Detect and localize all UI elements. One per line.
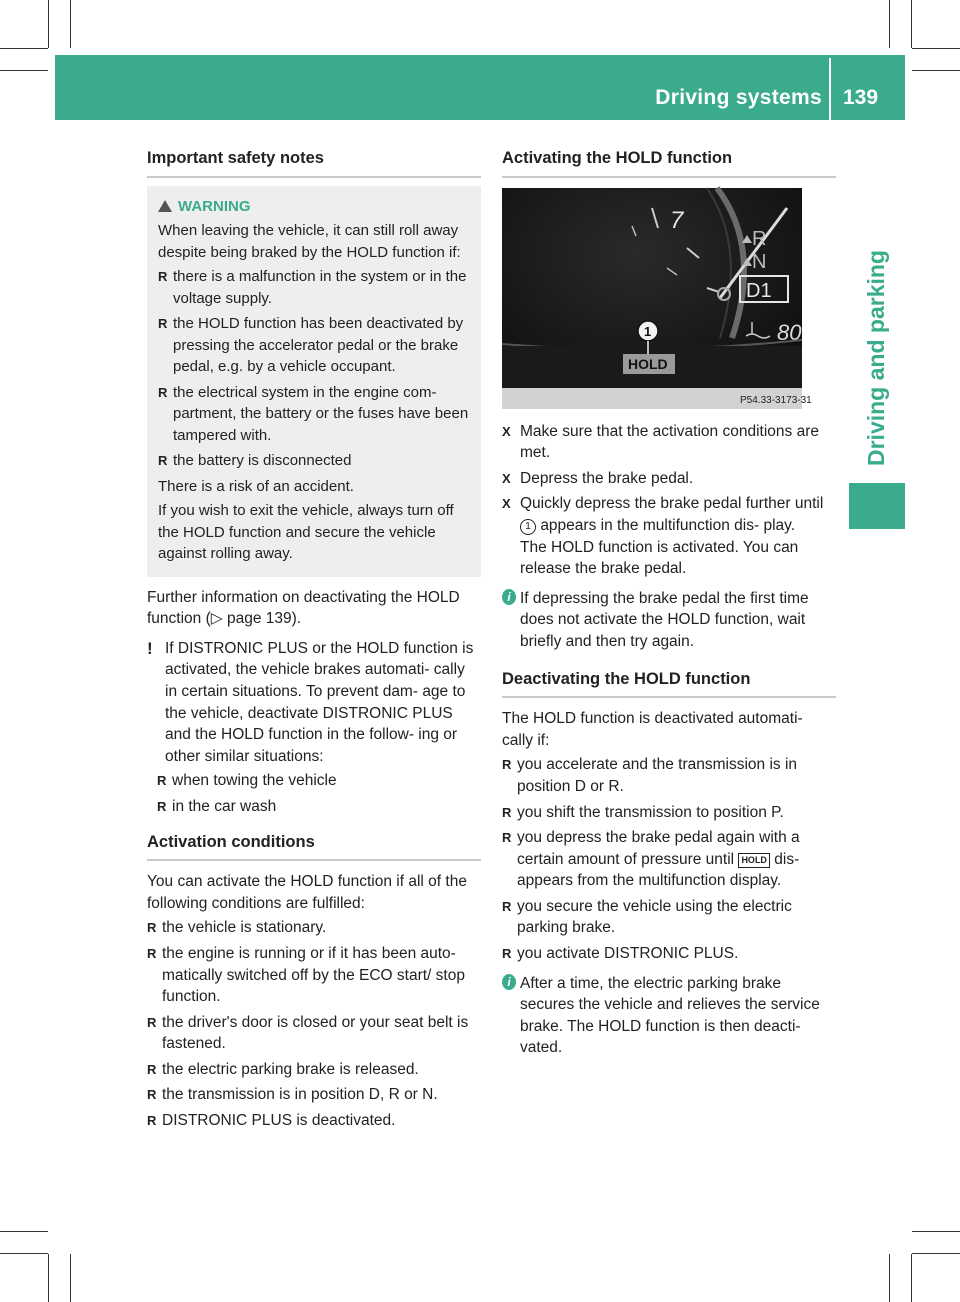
list-item: R you secure the vehicle using the electric parking brake. [502,896,836,939]
right-column [502,148,836,1059]
warning-triangle-icon [158,200,172,212]
list-item: R the electric parking brake is released. [147,1059,481,1081]
side-tab [849,250,905,470]
list-item: R the engine is running or if it has been auto- matically switched off by the ECO start/ stop function. [147,943,481,1008]
callout-number: 1 [644,323,652,339]
page-number: 139 [843,86,879,109]
gear-n: N [752,250,767,273]
left-column [147,148,481,1136]
section-title: Driving systems [655,86,822,109]
list-item: R the vehicle is stationary. [147,917,481,939]
list-item: R the driver's door is closed or your seat belt is fastened. [147,1012,481,1055]
list-item: R you accelerate and the transmission is in position D or R. [502,754,836,797]
deact-item3-b: dis- appears from the multifunction display. [517,850,800,890]
crop-mark [0,48,48,49]
warning-intro: When leaving the vehicle, it can still roll away despite being braked by the HOLD function if: [158,222,461,261]
caution-note [147,638,481,768]
crop-mark [912,70,960,71]
caution-icon: ! [147,638,153,658]
gear-d: D1 [746,279,772,302]
warning-risk: There is a risk of an accident. [158,477,354,495]
info-icon: i [502,589,516,605]
warning-advice: If you wish to exit the vehicle, always turn off the HOLD function and secure the vehicle against rolling away. [158,502,454,563]
spacer [147,822,481,832]
info-icon: i [502,974,516,990]
crop-mark [48,0,49,48]
list-item: R the HOLD function has been deactivated by pressing the accelerator pedal or the brake pedal, e.g. by a vehicle occupant. [158,313,471,378]
header-separator [829,58,831,120]
crop-mark [48,1254,49,1302]
spacer [147,577,481,587]
list-item: R the transmission is in position D, R or N. [147,1084,481,1106]
step-item: X Depress the brake pedal. [502,468,836,490]
side-tab-block [849,483,905,529]
crop-mark [912,1253,960,1254]
crop-mark [0,1253,48,1254]
crop-mark [911,0,912,48]
activation-heading: Activation conditions [147,832,481,862]
crop-mark [0,1231,48,1232]
temperature-value: 80 [777,319,802,345]
tip-text: After a time, the electric parking brake secures the vehicle and relieves the service brake. The HOLD function is then deacti- vated. [520,974,820,1057]
list-item: R DISTRONIC PLUS is deactivated. [147,1110,481,1132]
step3-text-b: appears in the multifunction dis- play. [540,516,796,534]
step3-text-c: The HOLD function is activated. You can release the brake pedal. [520,538,799,578]
callout-1-icon: 1 [520,519,536,535]
step3-text-a: Quickly depress the brake pedal further until [520,495,824,513]
deactivating-heading: Deactivating the HOLD function [502,669,836,699]
deactivation-intro: The HOLD function is deactivated automati- cally if: [502,710,803,749]
hold-display: HOLD [628,355,668,372]
list-item: R you shift the transmission to position P. [502,802,836,824]
hold-icon: HOLD [738,853,770,868]
speed-digit: 7 [670,206,684,234]
crop-mark [0,70,48,71]
activation-list [147,917,481,1131]
list-item [502,827,836,892]
crop-mark [911,1254,912,1302]
crop-mark [889,0,890,48]
tip-text: If depressing the brake pedal the first time does not activate the HOLD function, wait briefly and then try again. [520,589,809,650]
list-item: R there is a malfunction in the system or in the voltage supply. [158,266,471,309]
instrument-cluster-graphic [502,188,812,409]
warning-title-text: WARNING [178,197,251,215]
further-info: Further information on deactivating the HOLD function (▷ page 139). [147,588,460,628]
list-item: R the battery is disconnected [158,450,471,472]
image-caption: P54.33-3173-31 [740,394,812,406]
side-tab-label: Driving and parking [863,250,889,466]
safety-heading: Important safety notes [147,148,481,178]
info-note [502,588,836,653]
spacer [147,861,481,871]
spacer [502,698,836,708]
warning-title [158,196,471,218]
crop-mark [70,1254,71,1302]
deactivation-list [502,754,836,964]
info-note [502,973,836,1059]
list-item: R in the car wash [157,796,481,818]
step-item [502,493,836,579]
dashboard-image [502,188,812,409]
list-item: R when towing the vehicle [157,770,481,792]
step-item: X Make sure that the activation conditions are met. [502,421,836,464]
activating-heading: Activating the HOLD function [502,148,836,178]
deact-item3-a: you depress the brake pedal again with a certain amount of pressure until [517,829,800,868]
caution-text: If DISTRONIC PLUS or the HOLD function is activated, the vehicle brakes automati- cally in certain situations. To prevent dam- age to the vehicle, deactivate DISTRONIC PLUS and the HOLD function in the follow- ing or other similar situations: [165,639,474,765]
caution-list [157,770,481,817]
spacer [502,653,836,669]
crop-mark [912,48,960,49]
warning-box [147,186,481,577]
activation-intro: You can activate the HOLD function if all of the following conditions are fulfilled: [147,873,467,912]
crop-mark [912,1231,960,1232]
crop-mark [70,0,71,48]
crop-mark [889,1254,890,1302]
list-item: R the electrical system in the engine com- partment, the battery or the fuses have been tampered with. [158,382,471,447]
list-item: R you activate DISTRONIC PLUS. [502,943,836,965]
warning-list [158,266,471,472]
gear-r: R [752,227,767,250]
